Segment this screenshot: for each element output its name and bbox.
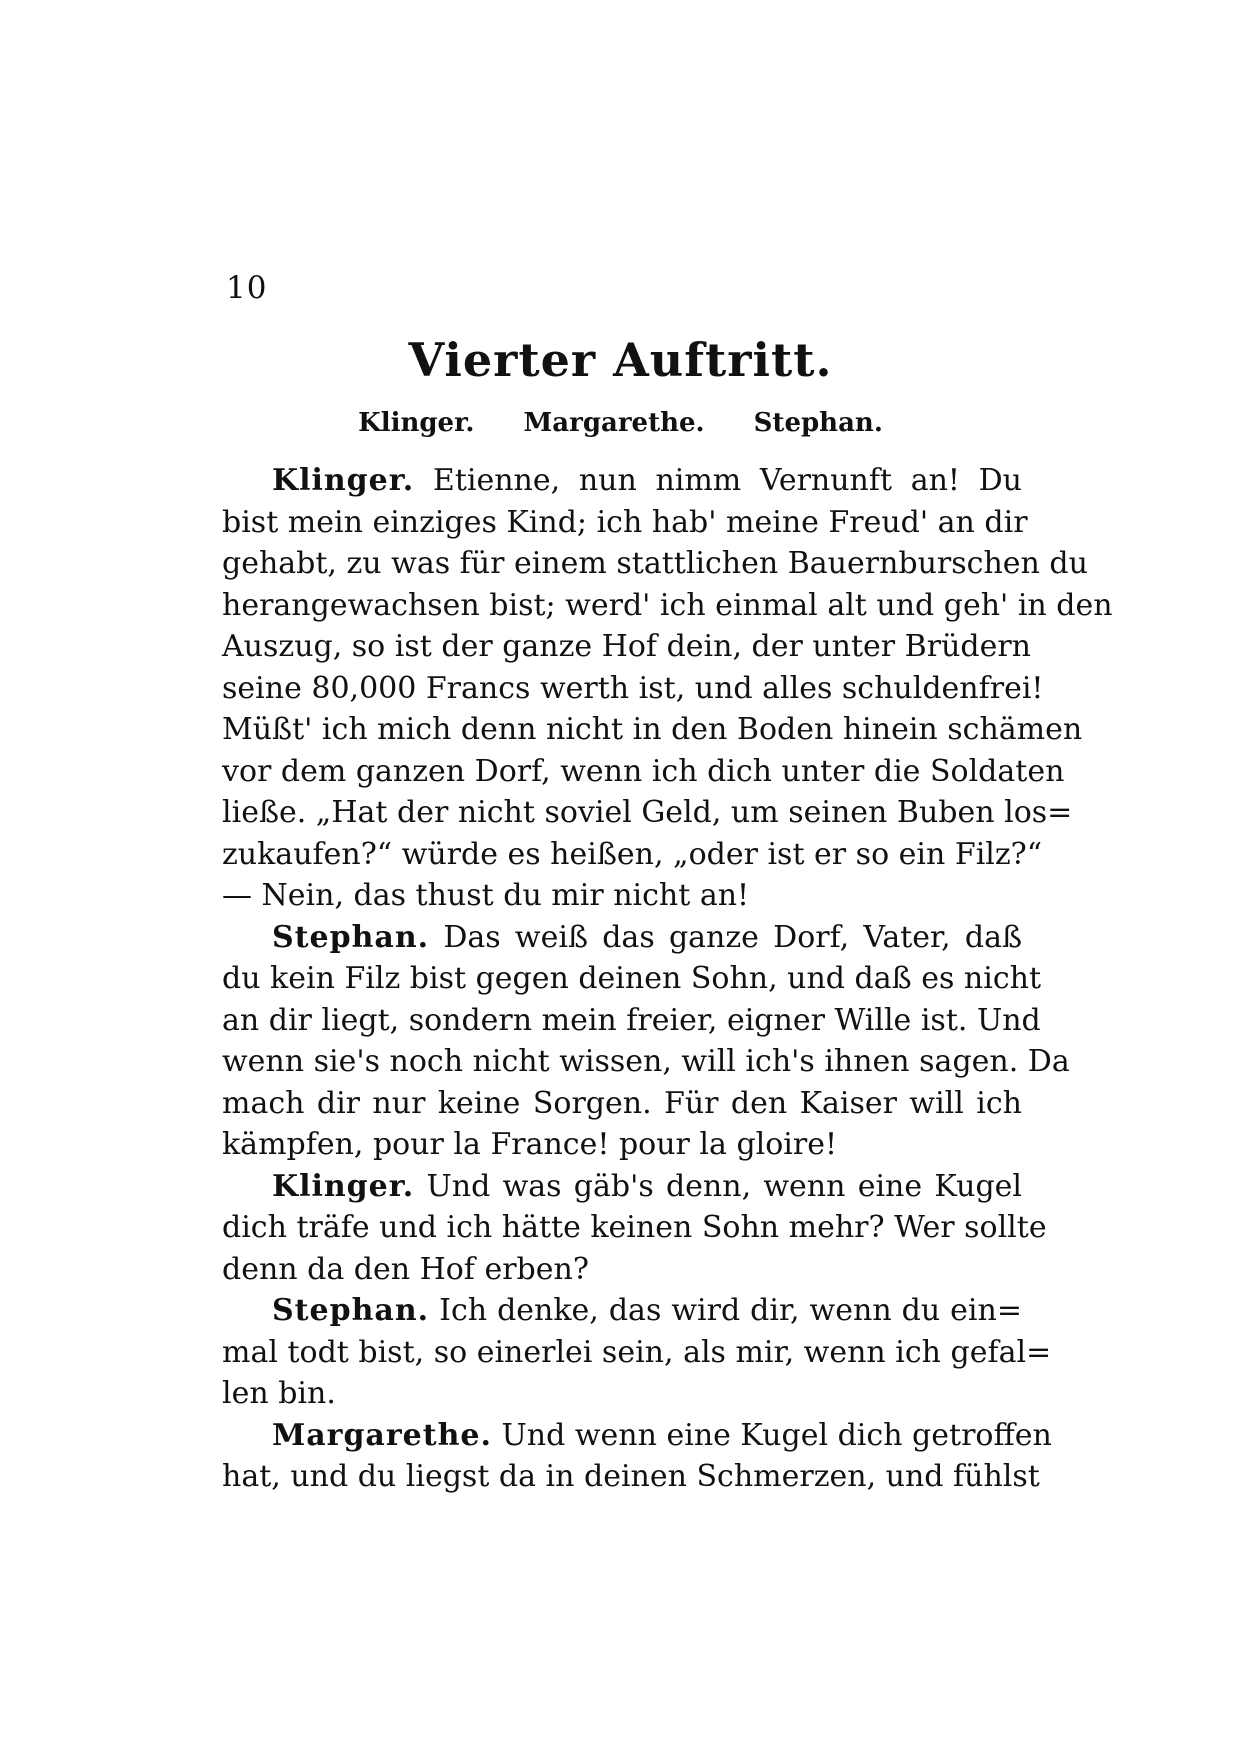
text-line [222,917,1022,959]
text-line: an dir liegt, sondern mein freier, eigner Wille ist. Und [222,1002,1041,1038]
page-number: 10 [226,270,268,306]
text-line: wenn sie's noch nicht wissen, will ich's ihnen sagen. Da [222,1044,1070,1079]
text-line: dich träfe und ich hätte keinen Sohn mehr? Wer sollte [222,1210,1047,1245]
speech-text: Etienne, nun nimm Vernunft an! Du [432,463,1022,498]
text-line: zukaufen?“ würde es heißen, „oder ist er so ein Filz?“ [222,836,1043,872]
text-line: hat, und du liegst da in deinen Schmerzen, und fühlst [222,1459,1040,1494]
text-line: herangewachsen bist; werd' ich einmal alt und geh' in den [222,587,1113,623]
speaker-name: Stephan. [272,919,430,955]
text-line: denn da den Hof erben? [222,1251,589,1287]
text-line: kämpfen, pour la France! pour la gloire! [222,1127,838,1162]
text-line: — Nein, das thust du mir nicht an! [222,878,750,913]
text-line: Auszug, so ist der ganze Hof dein, der unter Brüdern [222,629,1032,664]
dialogue-body [222,460,1113,1498]
text-line [222,1415,1052,1457]
text-line: vor dem ganzen Dorf, wenn ich dich unter die Soldaten [222,753,1065,789]
speaker-name: Klinger. [272,1168,415,1204]
text-line: bist mein einziges Kind; ich hab' meine Freud' an dir [222,504,1028,540]
scene-title: Vierter Auftritt. [408,333,833,387]
speech-text: Das weiß das ganze Dorf, Vater, daß [443,919,1022,955]
text-line [222,460,1022,502]
text-line [222,1290,1022,1332]
text-line: gehabt, zu was für einem stattlichen Bauernburschen du [222,546,1088,581]
text-line: ließe. „Hat der nicht soviel Geld, um seinen Buben los= [222,795,1073,830]
text-line: mal todt bist, so einerlei sein, als mir, wenn ich gefal= [222,1334,1052,1370]
speech-text: Ich denke, das wird dir, wenn du ein= [439,1293,1022,1328]
cast-list: Klinger. Margarethe. Stephan. [358,408,883,438]
text-line: du kein Filz bist gegen deinen Sohn, und daß es nicht [222,961,1041,996]
speaker-name: Margarethe. [272,1417,492,1453]
text-line: len bin. [222,1376,336,1411]
speech-text: Und wenn eine Kugel dich getroffen [501,1417,1052,1453]
text-line [222,1166,1022,1208]
speech-text: Und was gäb's denn, wenn eine Kugel [426,1168,1022,1204]
text-line: seine 80,000 Francs werth ist, und alles schuldenfrei! [222,670,1044,706]
text-line: mach dir nur keine Sorgen. Für den Kaiser will ich [222,1085,1022,1121]
text-line: Müßt' ich mich denn nicht in den Boden hinein schämen [222,712,1083,747]
speaker-name: Stephan. [272,1293,430,1328]
speaker-name: Klinger. [272,463,415,498]
